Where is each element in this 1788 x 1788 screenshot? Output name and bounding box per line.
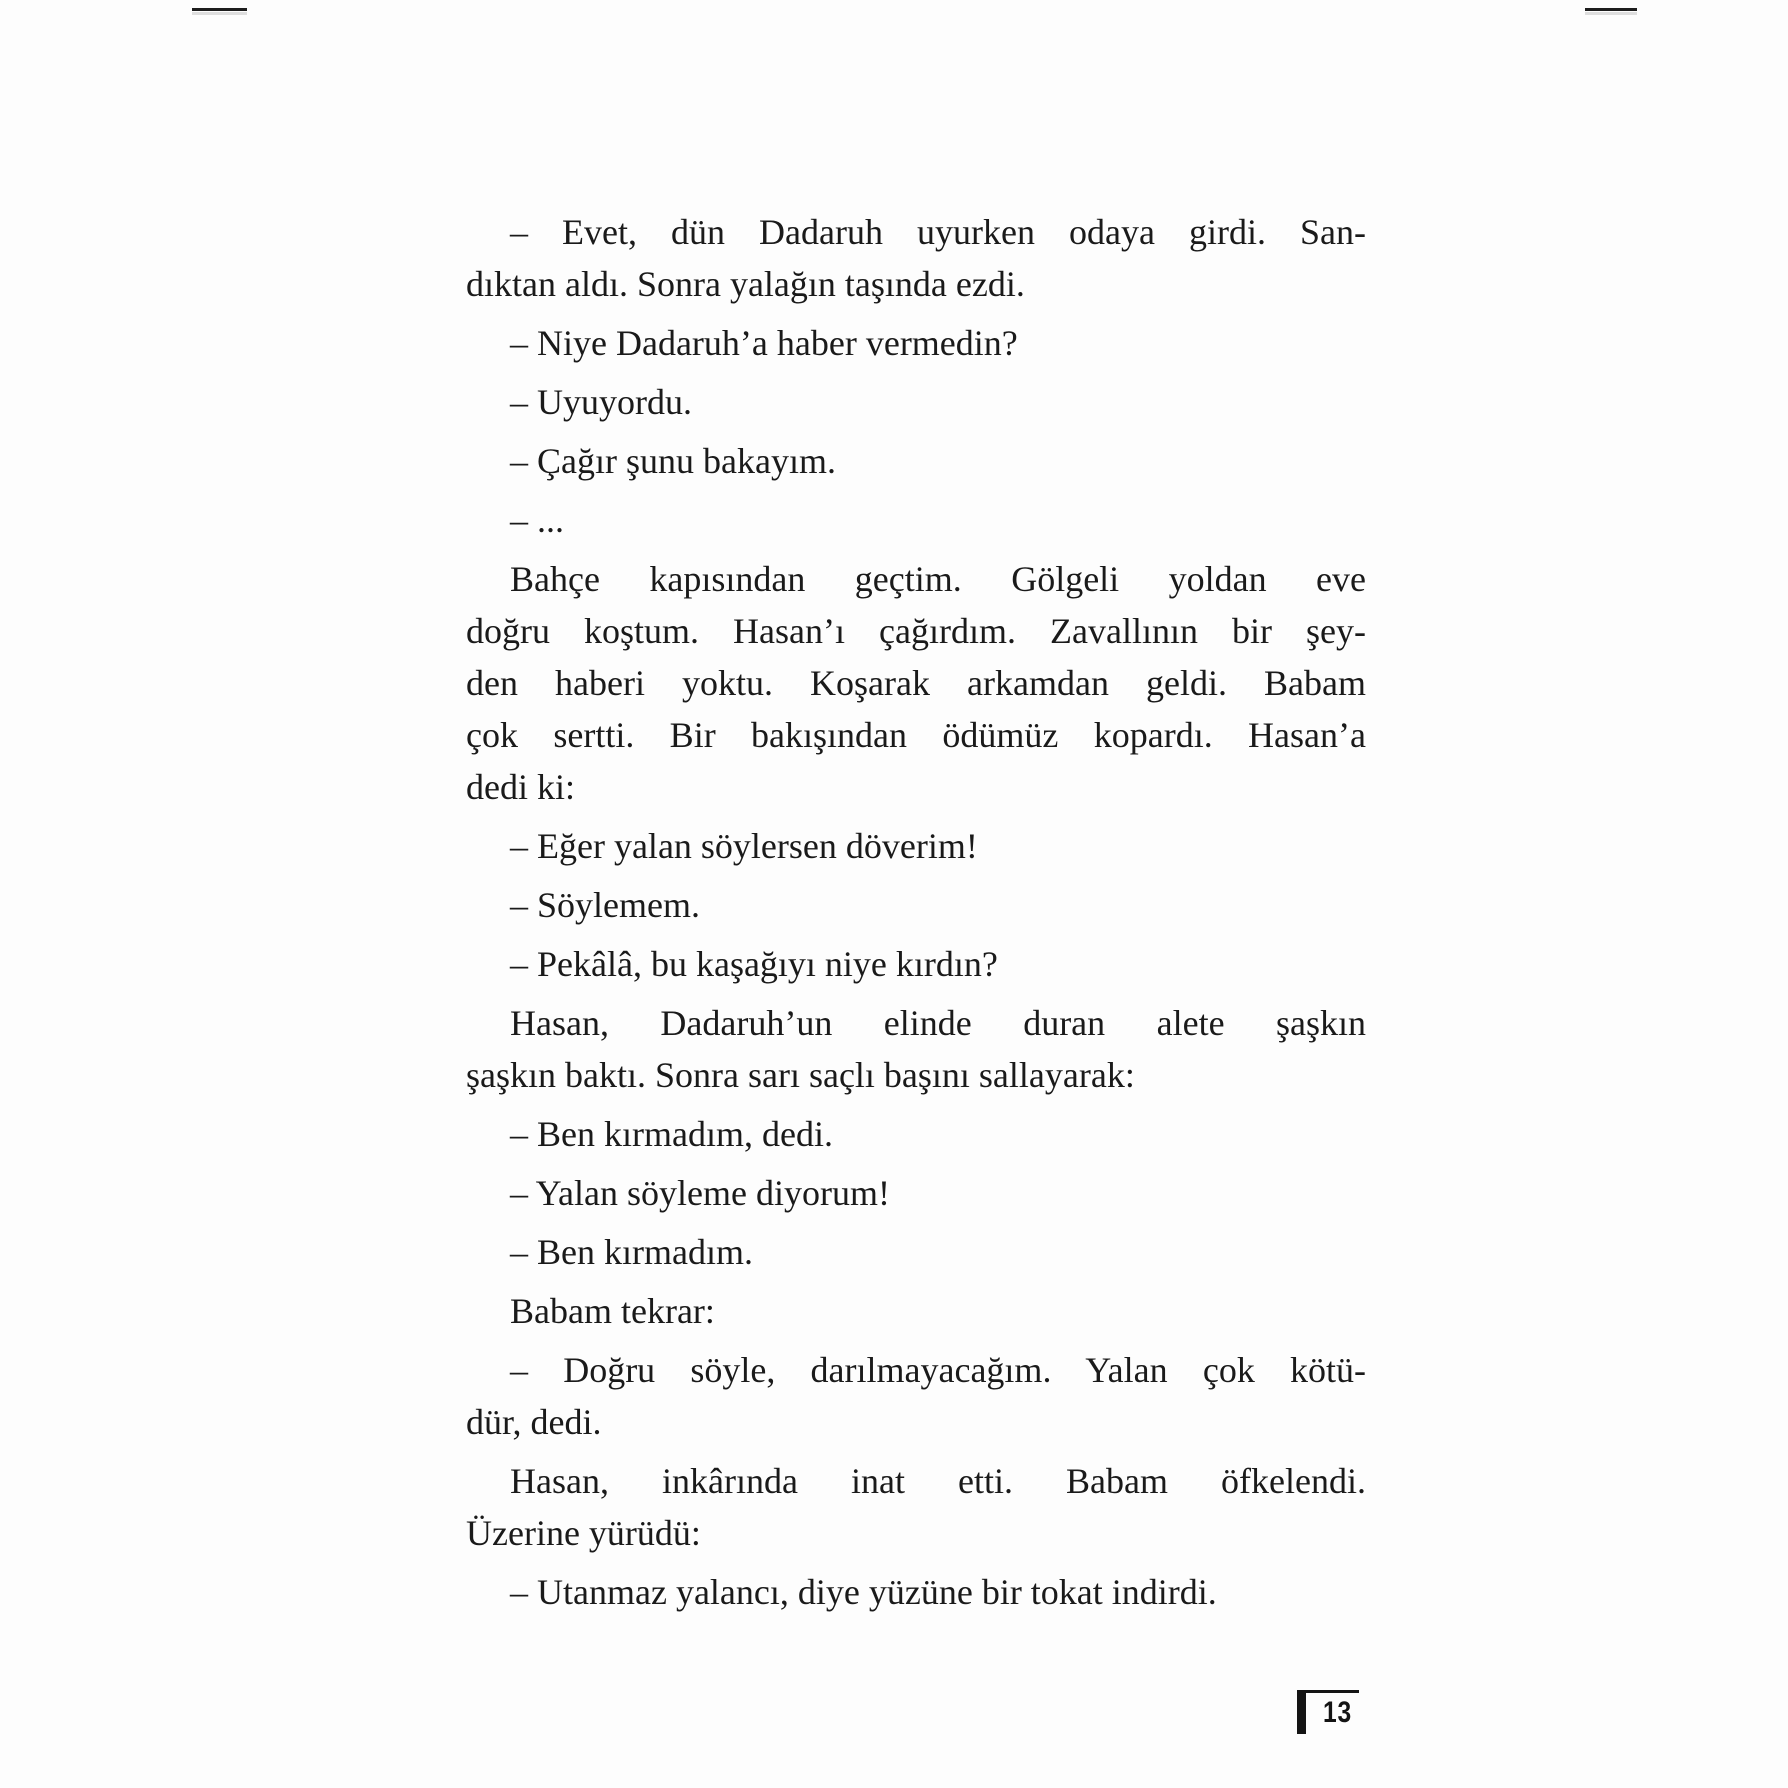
- text-line: dedi ki:: [466, 767, 575, 807]
- text-line: şaşkın baktı. Sonra sarı saçlı başını sallayarak:: [466, 1055, 1135, 1095]
- paragraph: [466, 206, 1366, 310]
- paragraph: [466, 1226, 1366, 1278]
- page-number-ornament: [1297, 1690, 1359, 1734]
- paragraph: [466, 820, 1366, 872]
- paragraph: [466, 1108, 1366, 1160]
- paragraph: [466, 997, 1366, 1101]
- page-number: 13: [1323, 1696, 1353, 1729]
- paragraph: [466, 879, 1366, 931]
- text-line: – Ben kırmadım.: [510, 1232, 753, 1272]
- text-line: Hasan, Dadaruh’un elinde duran alete şaşkın: [510, 1003, 1366, 1043]
- text-line: – Yalan söyleme diyorum!: [510, 1173, 890, 1213]
- paragraph: [466, 317, 1366, 369]
- text-line: Bahçe kapısından geçtim. Gölgeli yoldan eve: [510, 559, 1366, 599]
- text-line: – ...: [510, 500, 564, 540]
- text-line: dıktan aldı. Sonra yalağın taşında ezdi.: [466, 264, 1025, 304]
- text-line: doğru koştum. Hasan’ı çağırdım. Zavallının bir şey-: [466, 611, 1366, 651]
- paragraph: [466, 435, 1366, 487]
- paragraph: [466, 376, 1366, 428]
- text-line: – Eğer yalan söylersen döverim!: [510, 826, 978, 866]
- text-block: [466, 206, 1366, 1625]
- text-line: – Söylemem.: [510, 885, 700, 925]
- text-line: – Pekâlâ, bu kaşağıyı niye kırdın?: [510, 944, 998, 984]
- paragraph: [466, 938, 1366, 990]
- text-line: – Uyuyordu.: [510, 382, 692, 422]
- top-right-rule-mark: [1585, 8, 1637, 11]
- page-number-vertical-bar-icon: [1297, 1690, 1306, 1734]
- text-line: – Utanmaz yalancı, diye yüzüne bir tokat indirdi.: [510, 1572, 1217, 1612]
- paragraph: [466, 1566, 1366, 1618]
- text-line: – Evet, dün Dadaruh uyurken odaya girdi. San-: [510, 212, 1366, 252]
- page-number-horizontal-rule-icon: [1299, 1690, 1359, 1693]
- top-left-rule-mark: [192, 8, 247, 11]
- text-line: – Niye Dadaruh’a haber vermedin?: [510, 323, 1018, 363]
- text-line: den haberi yoktu. Koşarak arkamdan geldi. Babam: [466, 663, 1366, 703]
- text-line: Hasan, inkârında inat etti. Babam öfkelendi.: [510, 1461, 1366, 1501]
- text-line: – Çağır şunu bakayım.: [510, 441, 836, 481]
- text-line: Üzerine yürüdü:: [466, 1513, 701, 1553]
- text-line: – Ben kırmadım, dedi.: [510, 1114, 833, 1154]
- paragraph: [466, 1455, 1366, 1559]
- paragraph: [466, 1285, 1366, 1337]
- paragraph: [466, 553, 1366, 813]
- text-line: dür, dedi.: [466, 1402, 602, 1442]
- paragraph: [466, 1344, 1366, 1448]
- text-line: – Doğru söyle, darılmayacağım. Yalan çok kötü-: [510, 1350, 1366, 1390]
- paragraph: [466, 1167, 1366, 1219]
- text-line: Babam tekrar:: [510, 1291, 715, 1331]
- paragraph: [466, 494, 1366, 546]
- text-line: çok sertti. Bir bakışından ödümüz kopardı. Hasan’a: [466, 715, 1366, 755]
